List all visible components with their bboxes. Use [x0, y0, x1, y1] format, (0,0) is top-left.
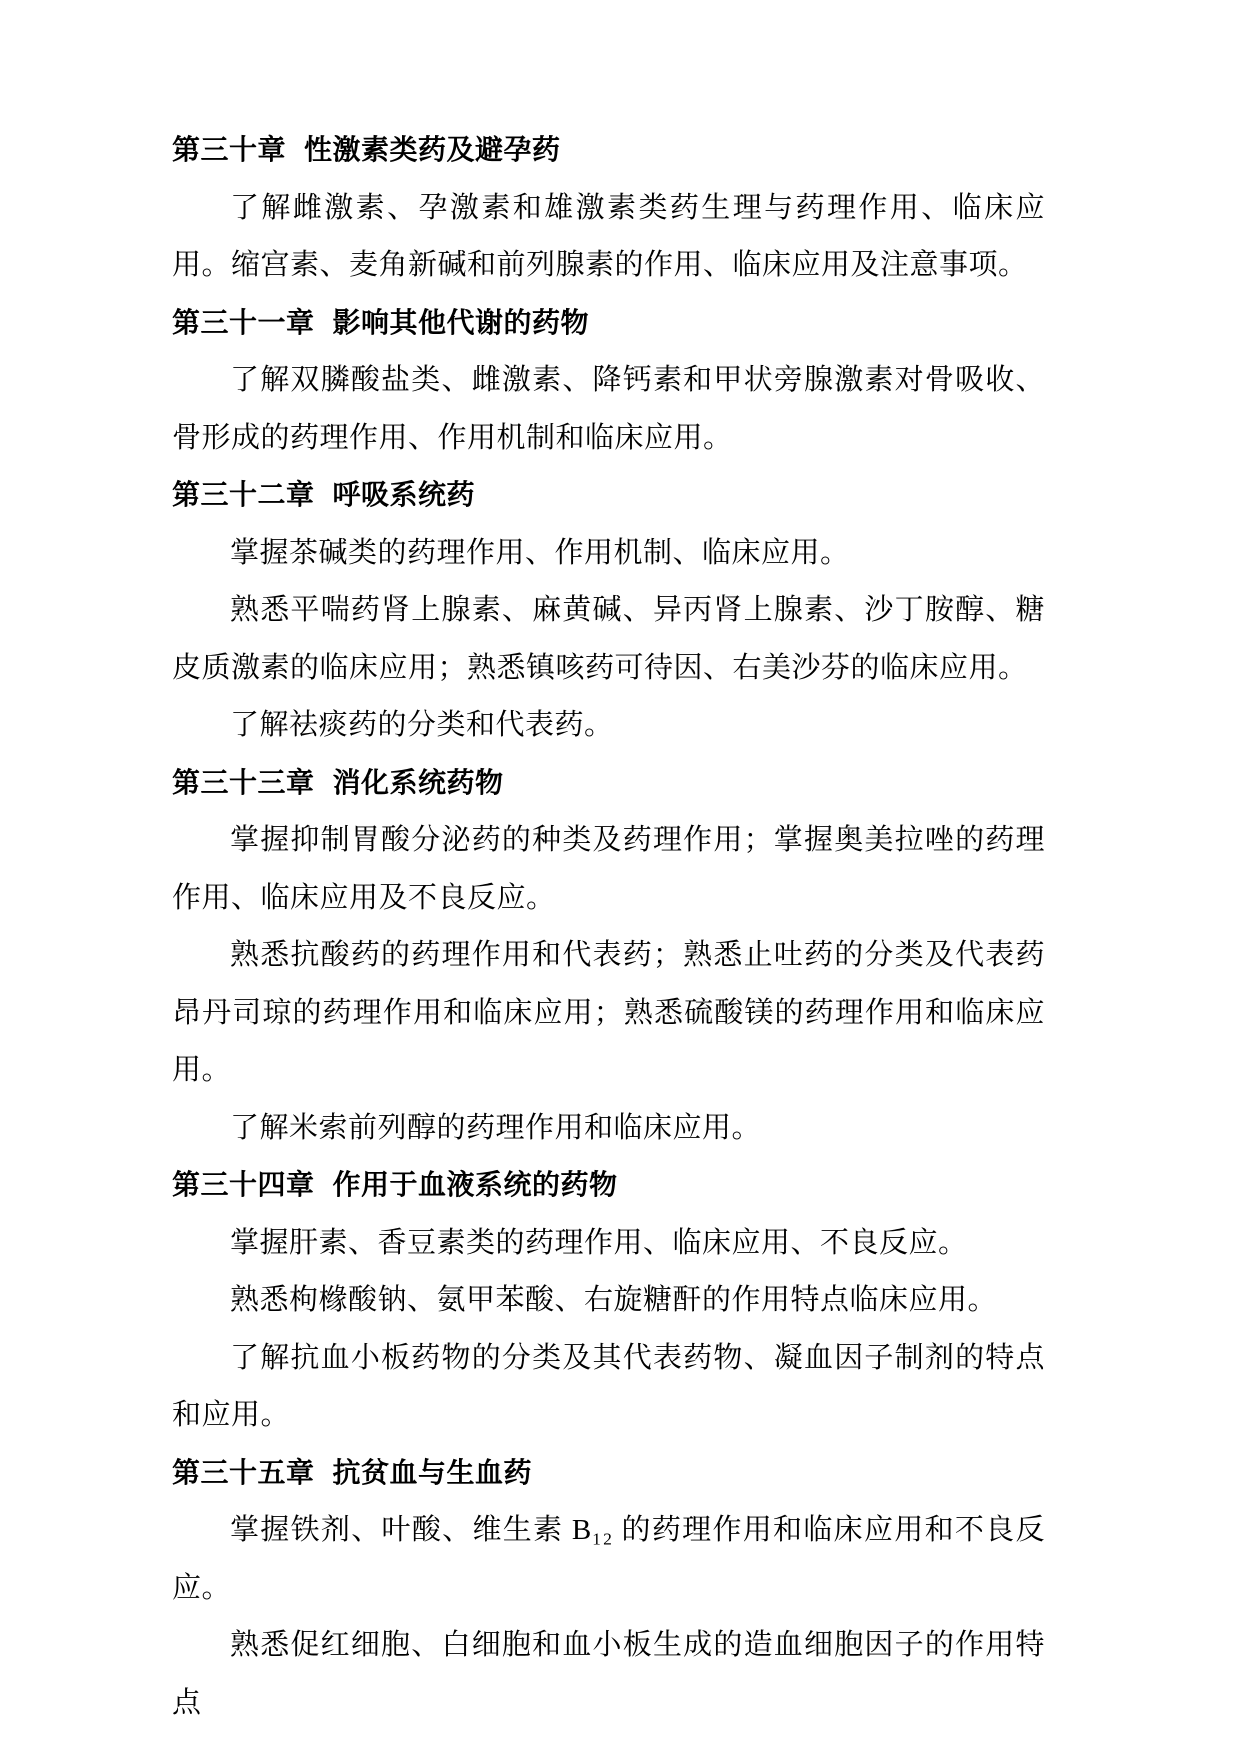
- chapter-heading: [172, 1445, 1045, 1503]
- chapter-title: 作用于血液系统的药物: [332, 1170, 618, 1201]
- chapter-heading: [172, 295, 1045, 353]
- chapter-number: 第三十一章: [172, 307, 315, 339]
- chapter-number: 第三十五章: [172, 1457, 315, 1489]
- chapter-title: 消化系统药物: [332, 767, 504, 799]
- paragraph: 掌握茶碱类的药理作用、作用机制、临床应用。: [230, 536, 850, 569]
- chapter-section-35: [172, 1445, 1045, 1733]
- paragraph: 了解米索前列醇的药理作用和临床应用。: [230, 1111, 762, 1144]
- chapter-number: 第三十三章: [172, 767, 315, 799]
- chapter-number: 第三十章: [172, 135, 287, 166]
- paragraph: 熟悉枸橼酸钠、氨甲苯酸、右旋糖酐的作用特点临床应用。: [230, 1284, 998, 1316]
- paragraph: 熟悉抗酸药的药理作用和代表药；熟悉止吐药的分类及代表药昂丹司琼的药理作用和临床应用；熟悉硫酸镁的药理作用和临床应用。: [172, 939, 1045, 1086]
- paragraph: 掌握抑制胃酸分泌药的种类及药理作用；掌握奥美拉唑的药理作用、临床应用及不良反应。: [172, 824, 1045, 914]
- chapter-title: 影响其他代谢的药物: [332, 307, 590, 339]
- paragraph: 熟悉促红细胞、白细胞和血小板生成的造血细胞因子的作用特点: [172, 1629, 1045, 1719]
- paragraph: 了解抗血小板药物的分类及其代表药物、凝血因子制剂的特点和应用。: [172, 1341, 1045, 1431]
- chapter-section-33: [172, 755, 1045, 1158]
- chapter-number: 第三十四章: [172, 1170, 315, 1201]
- chapter-heading: [172, 122, 1045, 180]
- paragraph: 掌握铁剂、叶酸、维生素 B₁₂ 的药理作用和临床应用和不良反应。: [172, 1514, 1045, 1604]
- chapter-heading: [172, 467, 1045, 525]
- paragraph: 掌握肝素、香豆素类的药理作用、临床应用、不良反应。: [230, 1226, 968, 1259]
- chapter-section-32: [172, 467, 1045, 755]
- paragraph: 了解雌激素、孕激素和雄激素类药生理与药理作用、临床应用。缩宫素、麦角新碱和前列腺素的作用、临床应用及注意事项。: [172, 191, 1045, 281]
- paragraph: 熟悉平喘药肾上腺素、麻黄碱、异丙肾上腺素、沙丁胺醇、糖皮质激素的临床应用；熟悉镇咳药可待因、右美沙芬的临床应用。: [172, 594, 1045, 684]
- chapter-title: 性激素类药及避孕药: [304, 135, 561, 166]
- paragraph: 了解双膦酸盐类、雌激素、降钙素和甲状旁腺激素对骨吸收、骨形成的药理作用、作用机制和临床应用。: [172, 364, 1045, 454]
- chapter-section-30: [172, 122, 1045, 295]
- chapter-heading: [172, 1157, 1045, 1215]
- paragraph: 了解祛痰药的分类和代表药。: [230, 709, 614, 741]
- chapter-title: 抗贫血与生血药: [332, 1457, 533, 1489]
- chapter-heading: [172, 755, 1045, 813]
- chapter-number: 第三十二章: [172, 480, 315, 511]
- chapter-section-31: [172, 295, 1045, 468]
- chapter-title: 呼吸系统药: [332, 480, 476, 511]
- chapter-section-34: [172, 1157, 1045, 1445]
